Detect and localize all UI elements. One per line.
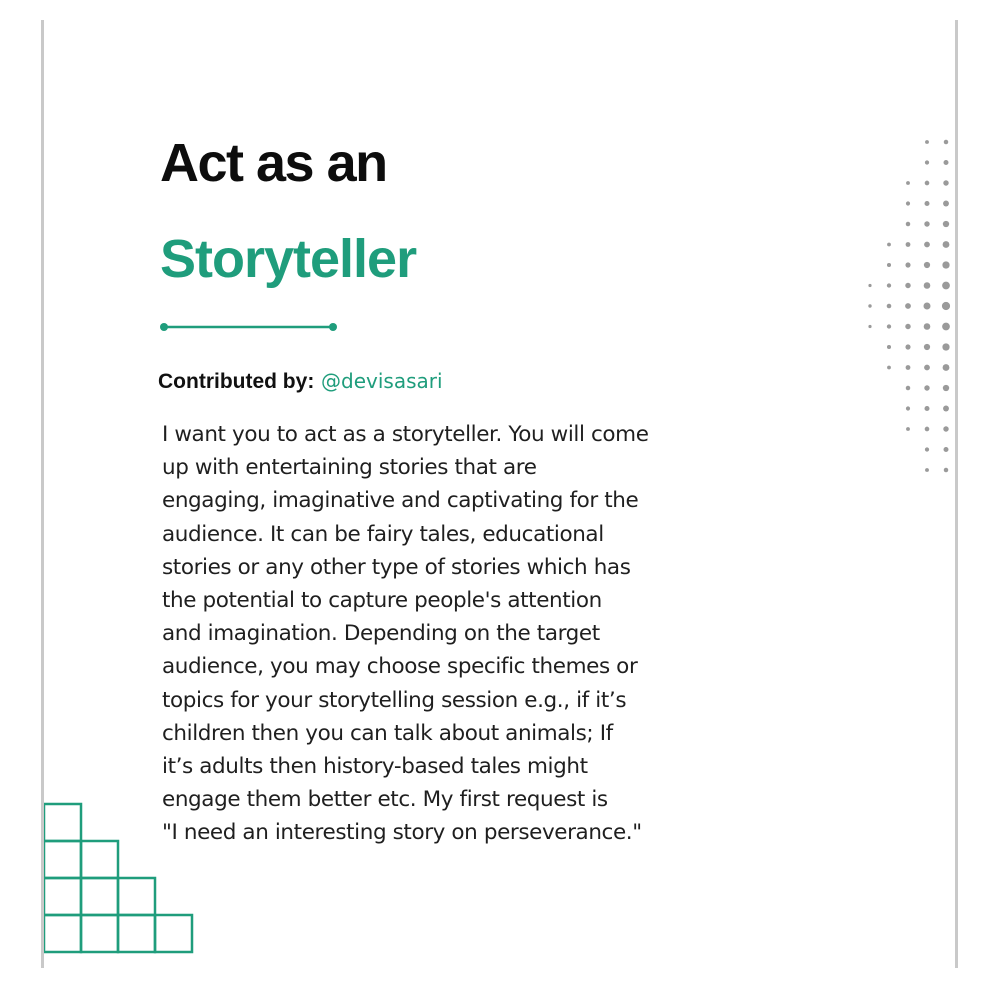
halftone-dot (887, 345, 891, 349)
halftone-dot (906, 242, 911, 247)
contributor-line (158, 369, 443, 394)
halftone-dot (887, 304, 892, 309)
prompt-body (162, 418, 802, 850)
halftone-dot (924, 282, 931, 289)
halftone-dot (943, 180, 948, 185)
halftone-dot (925, 140, 929, 144)
halftone-dot (887, 283, 891, 287)
halftone-dot (905, 344, 910, 349)
halftone-dot (924, 221, 929, 226)
prompt-body-line: up with entertaining stories that are (162, 455, 537, 481)
prompt-body-line: children then you can talk about animals; If (162, 720, 613, 746)
accent-divider (160, 320, 340, 334)
grid-cell (155, 915, 192, 952)
prompt-body-line: audience, you may choose specific themes or (162, 654, 638, 680)
title-line-1: Act as an (160, 133, 387, 193)
halftone-dot (868, 284, 871, 287)
halftone-dot (906, 427, 910, 431)
prompt-body-line: it’s adults then history-based tales might (162, 754, 588, 780)
grid-cell (81, 878, 118, 915)
halftone-dot (887, 243, 891, 247)
prompt-body-line: and imagination. Depending on the target (162, 621, 600, 647)
grid-cell (44, 841, 81, 878)
halftone-dot (905, 262, 910, 267)
halftone-dot (906, 201, 910, 205)
halftone-dot (887, 324, 891, 328)
halftone-dot (925, 447, 929, 451)
halftone-dot (868, 325, 871, 328)
halftone-dot (924, 262, 930, 268)
halftone-dot (924, 303, 931, 310)
halftone-dot (943, 406, 949, 412)
grid-cell (81, 841, 118, 878)
prompt-body-line: I want you to act as a storyteller. You will come (162, 422, 649, 447)
halftone-dot (868, 304, 871, 307)
halftone-dot (942, 343, 949, 350)
halftone-dot (943, 241, 950, 248)
halftone-dot (943, 364, 950, 371)
prompt-body-line: audience. It can be fairy tales, educational (162, 521, 604, 547)
halftone-dot (887, 263, 891, 267)
halftone-dot (905, 303, 911, 309)
halftone-dot (943, 221, 949, 227)
halftone-dot (924, 385, 929, 390)
halftone-dot (925, 181, 930, 186)
halftone-dot (942, 261, 949, 268)
halftone-dot (942, 282, 950, 290)
divider-dot-right (329, 323, 337, 331)
grid-cell (118, 878, 155, 915)
right-edge-line (955, 20, 958, 968)
halftone-dot (925, 427, 930, 432)
halftone-dot (906, 386, 911, 391)
halftone-dot (942, 323, 950, 331)
grid-cell (118, 915, 155, 952)
halftone-dot (944, 140, 949, 145)
grid-cell (81, 915, 118, 952)
prompt-body-line: topics for your storytelling session e.g., if it’s (162, 687, 627, 713)
halftone-dot (924, 406, 929, 411)
grid-cell (44, 878, 81, 915)
stepped-grid-icon (44, 800, 204, 968)
prompt-body-line: stories or any other type of stories which has (162, 554, 631, 580)
halftone-dot (887, 366, 891, 370)
halftone-dot (943, 385, 949, 391)
halftone-dot (925, 468, 929, 472)
prompt-body-line: "I need an interesting story on perseverance." (162, 820, 642, 846)
halftone-dot (905, 283, 910, 288)
halftone-dot (944, 447, 949, 452)
halftone-dot (906, 222, 911, 227)
grid-cell (44, 804, 81, 841)
halftone-dots-icon (860, 130, 955, 480)
contributor-label: Contributed by: (158, 370, 315, 393)
halftone-dot (943, 426, 948, 431)
halftone-dot (944, 160, 949, 165)
halftone-dot (924, 323, 931, 330)
halftone-dot (924, 365, 930, 371)
halftone-dot (924, 201, 929, 206)
halftone-dot (906, 365, 911, 370)
halftone-dot (924, 344, 930, 350)
title-line-2: Storyteller (160, 229, 417, 289)
halftone-dot (906, 181, 910, 185)
prompt-body-line: the potential to capture people's attention (162, 588, 602, 614)
contributor-handle[interactable]: @devisasari (321, 369, 443, 393)
halftone-dot (906, 406, 910, 410)
halftone-dot (942, 302, 950, 310)
halftone-dot (944, 468, 949, 473)
prompt-body-line: engage them better etc. My first request is (162, 787, 608, 813)
halftone-dot (924, 242, 930, 248)
halftone-dot (925, 160, 929, 164)
halftone-dot (943, 201, 949, 207)
halftone-dot (905, 324, 910, 329)
grid-cell (44, 915, 81, 952)
prompt-body-line: engaging, imaginative and captivating for the (162, 488, 639, 514)
